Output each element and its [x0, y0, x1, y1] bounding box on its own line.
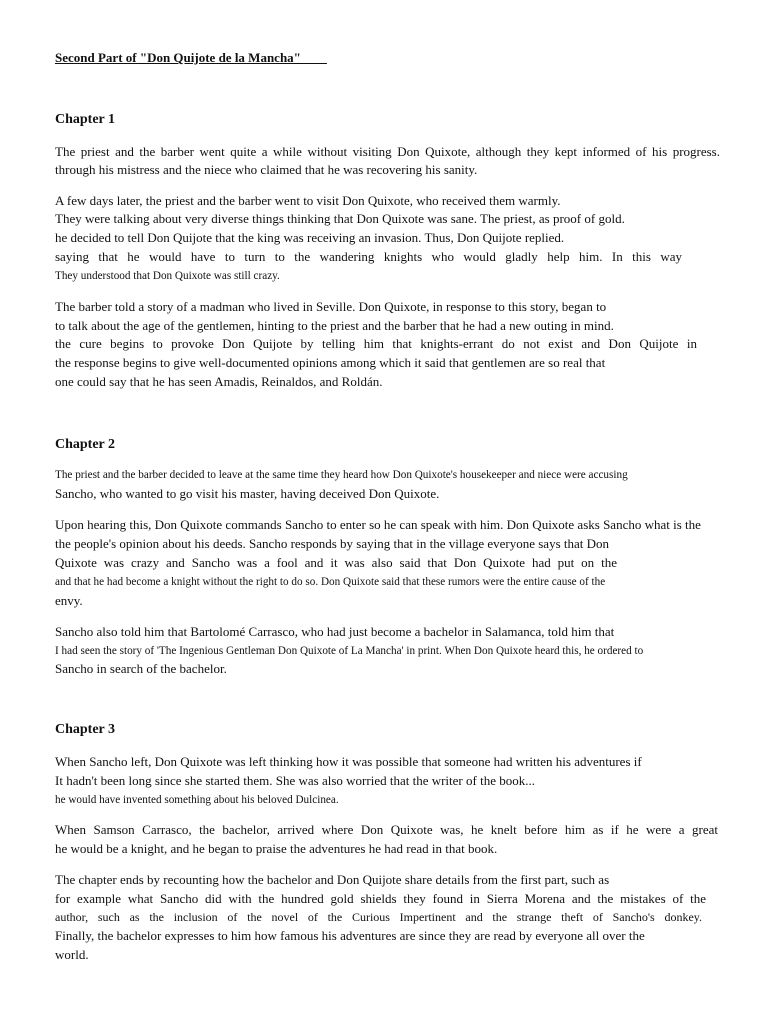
chapter-heading: Chapter 2 — [55, 437, 116, 452]
paragraph-line: It hadn't been long since she started them. She was also worried that the writer of the book... — [55, 773, 535, 788]
paragraph-line: saying that he would have to turn to the wandering knights who would gladly help him. In this way — [55, 249, 682, 264]
paragraph-line: They understood that Don Quixote was still crazy. — [55, 270, 280, 282]
paragraph-line: he would have invented something about his beloved Dulcinea. — [55, 794, 339, 806]
paragraph-line: Sancho in search of the bachelor. — [55, 661, 227, 676]
chapter-heading: Chapter 1 — [55, 112, 116, 127]
paragraph-line: world. — [55, 947, 89, 962]
paragraph-line: Upon hearing this, Don Quixote commands Sancho to enter so he can speak with him. Don Quixote asks Sancho what is the — [55, 517, 701, 532]
paragraph-line: The priest and the barber went quite a while without visiting Don Quixote, although they kept informed of his progress. — [55, 144, 720, 159]
paragraph-line: Quixote was crazy and Sancho was a fool and it was also said that Don Quixote had put on the — [55, 555, 617, 570]
paragraph-line: Sancho, who wanted to go visit his master, having deceived Don Quixote. — [55, 486, 440, 501]
paragraph-line: the response begins to give well-documented opinions among which it said that gentlemen are so real that — [55, 355, 606, 370]
paragraph-line: When Sancho left, Don Quixote was left thinking how it was possible that someone had written his adventures if — [55, 754, 642, 769]
chapter-heading: Chapter 3 — [55, 722, 116, 737]
paragraph-line: the people's opinion about his deeds. Sancho responds by saying that in the village everyone says that Don — [55, 536, 610, 551]
document-title: Second Part of "Don Quijote de la Mancha" — [55, 50, 327, 65]
paragraph-line: They were talking about very diverse things thinking that Don Quixote was sane. The priest, as proof of gold. — [55, 211, 625, 226]
paragraph-line: The chapter ends by recounting how the bachelor and Don Quijote share details from the first part, such as — [55, 872, 610, 887]
paragraph-line: to talk about the age of the gentlemen, hinting to the priest and the barber that he had a new outing in mind. — [55, 318, 614, 333]
paragraph-line: through his mistress and the niece who claimed that he was recovering his sanity. — [55, 162, 478, 177]
paragraph-line: The barber told a story of a madman who lived in Seville. Don Quixote, in response to this story, began to — [55, 299, 607, 314]
paragraph-line: Finally, the bachelor expresses to him how famous his adventures are since they are read by everyone all over the — [55, 928, 645, 943]
paragraph-line: Sancho also told him that Bartolomé Carrasco, who had just become a bachelor in Salamanca, told him that — [55, 624, 615, 639]
paragraph-line: envy. — [55, 593, 83, 608]
paragraph-line: he decided to tell Don Quijote that the king was receiving an invasion. Thus, Don Quijote replied. — [55, 230, 565, 245]
paragraph-line: I had seen the story of 'The Ingenious Gentleman Don Quixote of La Mancha' in print. When Don Quixote heard this, he ordered to — [55, 645, 644, 657]
paragraph-line: When Samson Carrasco, the bachelor, arrived where Don Quixote was, he knelt before him as if he were a great — [55, 822, 718, 837]
paragraph-line: and that he had become a knight without the right to do so. Don Quixote said that these rumors were the entire cause of the — [55, 576, 606, 588]
paragraph-line: A few days later, the priest and the barber went to visit Don Quixote, who received them warmly. — [55, 193, 561, 208]
paragraph-line: author, such as the inclusion of the novel of the Curious Impertinent and the strange theft of Sancho's donkey. — [55, 910, 702, 924]
paragraph-line: for example what Sancho did with the hundred gold shields they found in Sierra Morena and the mistakes of the — [55, 891, 706, 906]
paragraph-line: the cure begins to provoke Don Quijote by telling him that knights-errant do not exist and Don Quijote in — [55, 336, 697, 351]
paragraph-line: The priest and the barber decided to leave at the same time they heard how Don Quixote's housekeeper and niece were accusing — [55, 469, 628, 481]
paragraph-line: one could say that he has seen Amadis, Reinaldos, and Roldán. — [55, 374, 383, 389]
paragraph-line: he would be a knight, and he began to praise the adventures he had read in that book. — [55, 841, 498, 856]
